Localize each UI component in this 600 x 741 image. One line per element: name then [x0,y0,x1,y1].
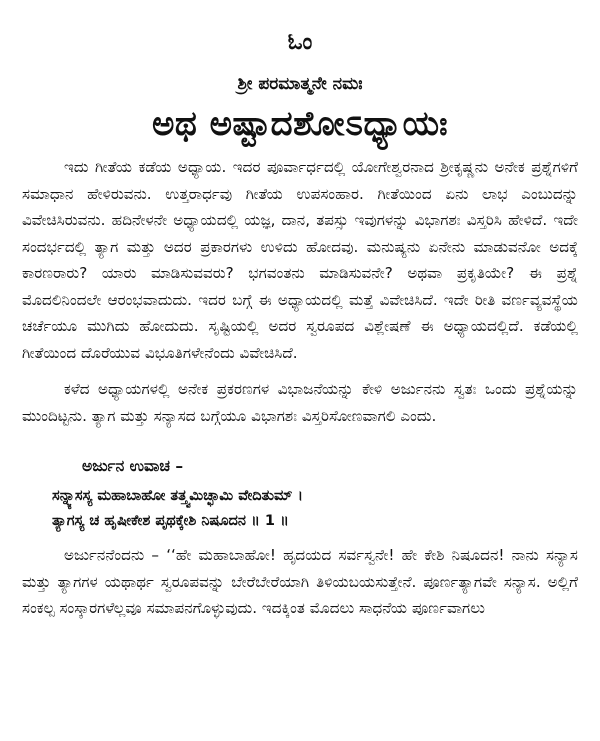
commentary-paragraph: ಅರ್ಜುನನೆಂದನು – ‘‘ಹೇ ಮಹಾಬಾಹೋ! ಹೃದಯದ ಸರ್ವಸ್ವನೇ! ಹೇ ಕೇಶಿ ನಿಷೂದನ! ನಾನು ಸನ್ಯಾಸ ಮತ್ತು ತ್ಯಾಗಗಳ ಯಥಾರ್ಥ ಸ್ವರೂಪವನ್ನು ಬೇರೆಬೇರೆಯಾಗಿ ತಿಳಿಯಬಯಸುತ್ತೇನೆ. ಪೂರ್ಣತ್ಯಾಗವೇ ಸನ್ಯಾಸ. ಅಲ್ಲಿಗೆ ಸಂಕಲ್ಪ ಸಂಸ್ಕಾರಗಳೆಲ್ಲವೂ ಸಮಾಪನಗೊಳ್ಳುವುದು. ಇದಕ್ಕಿಂತ ಮೊದಲು ಸಾಧನೆಯ ಪೂರ್ಣವಾಗಲು [22,546,578,617]
invocation-line: ಶ್ರೀ ಪರಮಾತ್ಮನೇ ನಮಃ [237,74,363,94]
chapter-title: ಅಥ ಅಷ್ಟಾದಶೋಽಧ್ಯಾಯಃ [151,104,449,144]
intro-paragraph-2: ಕಳೆದ ಅಧ್ಯಾಯಗಳಲ್ಲಿ ಅನೇಕ ಪ್ರಕರಣಗಳ ವಿಭಾಜನೆಯನ್ನು ಕೇಳಿ ಅರ್ಜುನನು ಸ್ವತಃ ಒಂದು ಪ್ರಶ್ನೆಯನ್ನು ಮುಂದಿಟ್ಟನು. ತ್ಯಾಗ ಮತ್ತು ಸನ್ಯಾಸದ ಬಗ್ಗೆಯೂ ವಿಭಾಗಶಃ ವಿಸ್ತರಿಸೋಣವಾಗಲಿ ಎಂದು. [22,380,578,425]
speaker-heading: ಅರ್ಜುನ ಉವಾಚ – [82,457,184,475]
om-symbol: ಓಂ [287,30,313,55]
verse-line-1: ಸನ್ನ್ಯಾಸಸ್ಯ ಮಹಾಬಾಹೋ ತತ್ತ್ವಮಿಚ್ಛಾಮಿ ವೇದಿತುಮ್ । [52,488,303,504]
intro-paragraph-1: ಇದು ಗೀತೆಯ ಕಡೆಯ ಅಧ್ಯಾಯ. ಇದರ ಪೂರ್ವಾರ್ಧದಲ್ಲಿ ಯೋಗೇಶ್ವರನಾದ ಶ್ರೀಕೃಷ್ಣನು ಅನೇಕ ಪ್ರಶ್ನೆಗಳಿಗೆ ಸಮಾಧಾನ ಹೇಳಿರುವನು. ಉತ್ತರಾರ್ಧವು ಗೀತೆಯ ಉಪಸಂಹಾರ. ಗೀತೆಯಿಂದ ಏನು ಲಾಭ ಎಂಬುದನ್ನು ವಿವೇಚಿಸಿರುವನು. ಹದಿನೇಳನೇ ಅಧ್ಯಾಯದಲ್ಲಿ ಯಜ್ಞ, ದಾನ, ತಪಸ್ಸು ಇವುಗಳನ್ನು ವಿಭಾಗಶಃ ವಿಸ್ತರಿಸಿ ಹೇಳಿದೆ. ಇದೇ ಸಂದರ್ಭದಲ್ಲಿ ತ್ಯಾಗ ಮತ್ತು ಅದರ ಪ್ರಕಾರಗಳು ಉಳಿದು ಹೋದವು. ಮನುಷ್ಯನು ಏನೇನು ಮಾಡುವನೋ ಅದಕ್ಕೆ ಕಾರಣರಾರು? ಯಾರು ಮಾಡಿಸುವವರು? ಭಗವಂತನು ಮಾಡಿಸುವನೇ? ಅಥವಾ ಪ್ರಕೃತಿಯೇ? ಈ ಪ್ರಶ್ನೆ ಮೊದಲಿನಿಂದಲೇ ಆರಂಭವಾದುದು. ಇದರ ಬಗ್ಗೆ ಈ ಅಧ್ಯಾಯದಲ್ಲಿ ಮತ್ತೆ ವಿವೇಚಿಸಿದೆ. ಇದೇ ರೀತಿ ವರ್ಣವ್ಯವಸ್ಥೆಯ ಚರ್ಚೆಯೂ ಮುಗಿದು ಹೋದುದು. ಸೃಷ್ಟಿಯಲ್ಲಿ ಅದರ ಸ್ವರೂಪದ ವಿಶ್ಲೇಷಣೆ ಈ ಅಧ್ಯಾಯದಲ್ಲಿದೆ. ಕಡೆಯಲ್ಲಿ ಗೀತೆಯಿಂದ ದೊರೆಯುವ ವಿಭೂತಿಗಳೇನೆಂದು ವಿವೇಚಿಸಿದೆ. [22,158,578,362]
verse-block [22,484,578,534]
verse-line-2: ತ್ಯಾಗಸ್ಯ ಚ ಹೃಷೀಕೇಶ ಪೃಥಕ್ಕೇಶಿ ನಿಷೂದನ ॥ 1 ॥ [52,513,289,529]
